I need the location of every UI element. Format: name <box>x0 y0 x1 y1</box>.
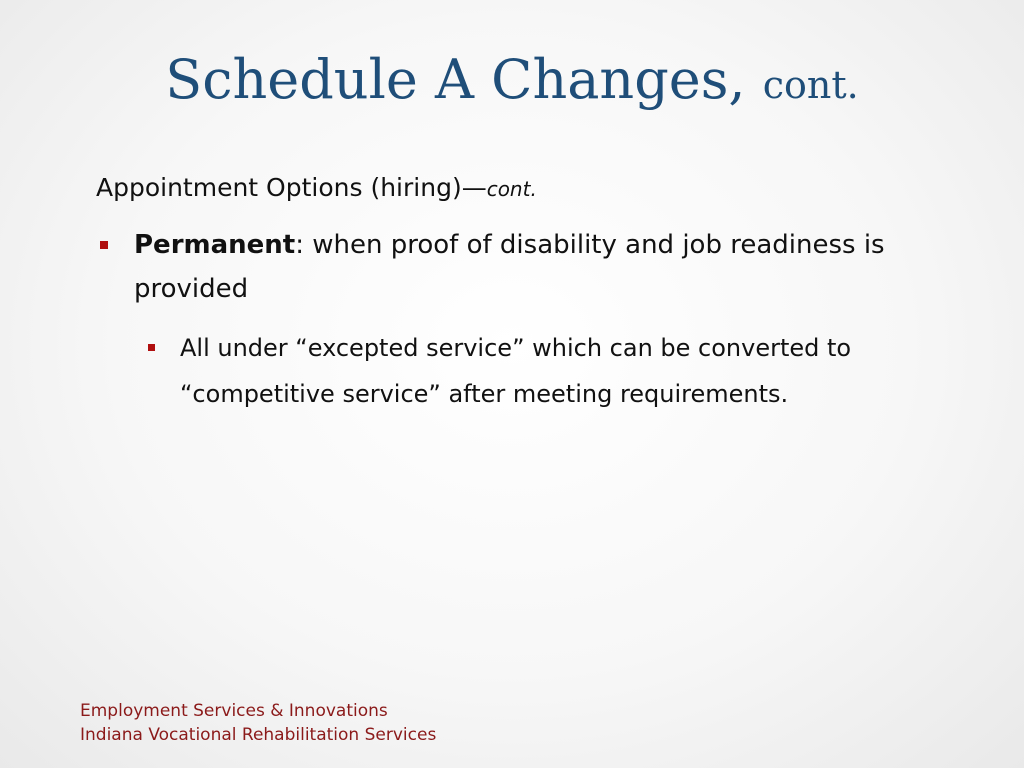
slide-footer <box>80 699 436 747</box>
footer-organization: Employment Services & Innovations <box>80 701 388 721</box>
footer-agency: Indiana Vocational Rehabilitation Services <box>80 725 437 745</box>
square-bullet-icon <box>148 344 155 351</box>
section-heading <box>96 168 956 209</box>
square-bullet-icon <box>100 241 108 249</box>
slide-title-main: Schedule A Changes, <box>165 48 746 111</box>
sub-bullet-excepted-service <box>134 325 900 417</box>
slide-title <box>0 40 1024 125</box>
section-heading-suffix: cont. <box>486 177 537 201</box>
bullet-term: Permanent <box>134 230 296 260</box>
bullet-permanent <box>96 223 956 311</box>
section-heading-text: Appointment Options (hiring)— <box>96 173 487 202</box>
slide-title-suffix: cont. <box>762 63 859 107</box>
slide-content <box>96 168 956 417</box>
bullet-text: : when proof of disability and job readiness is provided <box>134 230 885 304</box>
sub-bullet-text: All under “excepted service” which can be converted to “competitive service” after meeting requirements. <box>180 334 852 408</box>
